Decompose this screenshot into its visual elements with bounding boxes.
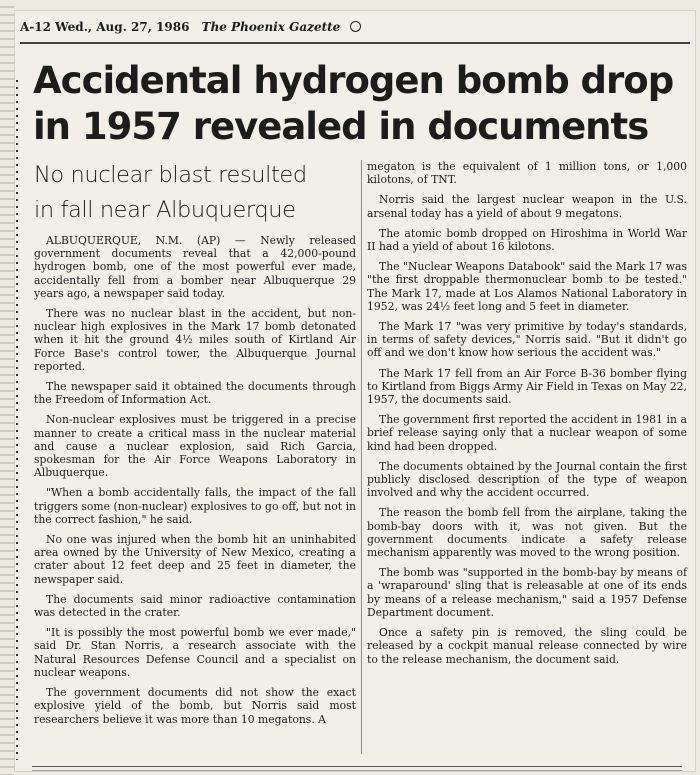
headline bbox=[33, 58, 683, 150]
paragraph: The atomic bomb dropped on Hiroshima in World War II had a yield of about 16 kilotons. bbox=[367, 226, 687, 254]
paragraph: The government first reported the accident in 1981 in a brief release saying only that a nuclear weapon of some kind had been dropped. bbox=[367, 413, 687, 453]
paragraph: The reason the bomb fell from the airplane, taking the bomb-bay doors with it, was not given. But the government documents indicate a safety release mechanism apparently was moved to the wrong position. bbox=[367, 506, 687, 560]
paragraph: The government documents did not show the exact explosive yield of the bomb, but Norris said most researchers believe it was more than 10 megatons. A bbox=[34, 686, 356, 726]
newspaper-name: The Phoenix Gazette bbox=[201, 20, 341, 34]
article-column-left bbox=[34, 234, 356, 733]
subheadline bbox=[34, 158, 354, 228]
circle-icon bbox=[350, 21, 361, 32]
paragraph: No one was injured when the bomb hit an uninhabited area owned by the University of New Mexico, creating a crater about 12 feet deep and 25 feet in diameter, the newspaper said. bbox=[34, 533, 356, 586]
article-column-right bbox=[367, 160, 687, 673]
headline-line-1: Accidental hydrogen bomb drop bbox=[33, 59, 674, 102]
paragraph: Non-nuclear explosives must be triggered in a precise manner to create a critical mass in the nuclear material and cause a nuclear explosion, said Rich Garcia, spokesman for the Air Force Weapons Laboratory in Albuquerque. bbox=[34, 413, 356, 480]
paragraph: megaton is the equivalent of 1 million tons, or 1,000 kilotons, of TNT. bbox=[367, 160, 687, 187]
paragraph: ALBUQUERQUE, N.M. (AP) — Newly released government documents reveal that a 42,000-pound hydrogen bomb, one of the most powerful ever made, accidentally fell from a bomber near Albuquerque 29 years ago, a newspaper said today. bbox=[34, 234, 356, 300]
paragraph: The Mark 17 "was very primitive by today's standards, in terms of safety devices," Norris said. "But it didn't go off and we don't know how serious the accident was." bbox=[367, 320, 687, 360]
header-rule bbox=[20, 42, 690, 44]
cut-line bbox=[16, 80, 18, 760]
paragraph: Once a safety pin is removed, the sling could be released by a cockpit manual release connected by wire to the release mechanism, the document said. bbox=[367, 626, 687, 666]
paragraph: The newspaper said it obtained the documents through the Freedom of Information Act. bbox=[34, 380, 356, 407]
paragraph: The bomb was "supported in the bomb-bay by means of a 'wraparound' sling that is releasable at one of its ends by means of a release mechanism," said a 1957 Defense Department document. bbox=[367, 566, 687, 619]
paragraph: There was no nuclear blast in the accident, but non-nuclear high explosives in the Mark 17 bomb detonated when it hit the ground 4½ miles south of Kirtland Air Force Base's control tower, the Albuquerque Journal reported. bbox=[34, 307, 356, 373]
footer-rule-2 bbox=[32, 770, 682, 771]
paragraph: "It is possibly the most powerful bomb we ever made," said Dr. Stan Norris, a research associate with the Natural Resources Defense Council and a specialist on nuclear weapons. bbox=[34, 626, 356, 679]
page-header bbox=[20, 20, 361, 34]
subhead-line-1: No nuclear blast resulted bbox=[34, 162, 307, 188]
paragraph: "When a bomb accidentally falls, the impact of the fall triggers some (non-nuclear) explosives to go off, but not in the correct fashion," he said. bbox=[34, 486, 356, 526]
perforated-edge bbox=[0, 0, 14, 775]
paragraph: The "Nuclear Weapons Databook" said the Mark 17 was "the first droppable thermonuclear bomb to be tested." The Mark 17, made at Los Alamos National Laboratory in 1952, was 24½ feet long and 5 feet in diameter. bbox=[367, 260, 687, 313]
headline-line-2: in 1957 revealed in documents bbox=[33, 105, 649, 148]
paragraph: The documents said minor radioactive contamination was detected in the crater. bbox=[34, 592, 356, 620]
paragraph: Norris said the largest nuclear weapon in the U.S. arsenal today has a yield of about 9 megatons. bbox=[367, 193, 687, 220]
paragraph: The Mark 17 fell from an Air Force B-36 bomber flying to Kirtland from Biggs Army Air Field in Texas on May 22, 1957, the documents said. bbox=[367, 366, 687, 407]
page-date: A-12 Wed., Aug. 27, 1986 bbox=[20, 20, 190, 34]
column-divider bbox=[361, 160, 362, 754]
subhead-line-2: in fall near Albuquerque bbox=[34, 197, 296, 223]
paragraph: The documents obtained by the Journal contain the first publicly disclosed description of the type of weapon involved and why the accident occurred. bbox=[367, 459, 687, 500]
footer-rule bbox=[32, 766, 682, 767]
